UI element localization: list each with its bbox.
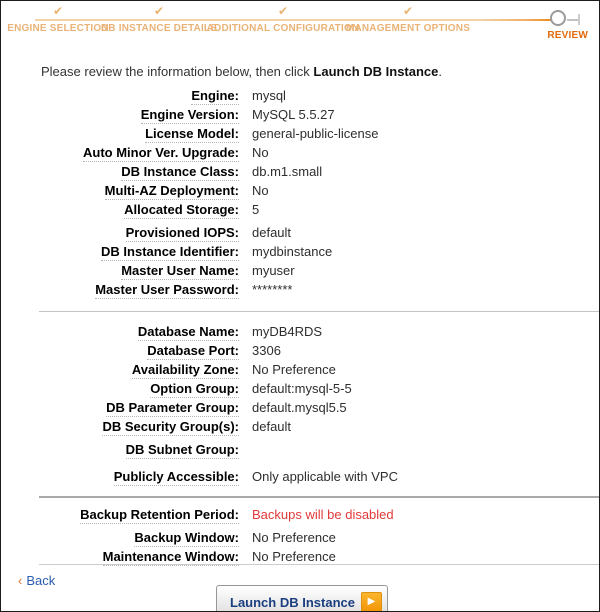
table-row [1,261,599,280]
progress-line-tail [567,19,578,21]
step-db-instance-details [101,5,217,34]
field-value: mydbinstance [252,244,333,259]
table-row [1,398,599,417]
field-label: Publicly Accessible: [113,469,239,484]
field-label: Multi-AZ Deployment: [104,183,239,198]
field-value: myuser [252,263,295,278]
field-label: DB Instance Identifier: [101,244,239,259]
table-row [1,86,599,105]
launch-db-instance-button[interactable] [216,585,388,612]
field-value: No Preference [252,362,336,377]
step-additional-configuration [207,5,360,34]
step-management-options [346,5,470,34]
intro-text-emphasis: Launch DB Instance [313,64,439,79]
field-label: Allocated Storage: [124,202,239,217]
field-label: Provisioned IOPS: [125,225,239,240]
review-section-database [1,322,599,486]
field-label: Auto Minor Ver. Upgrade: [82,145,239,160]
step-label: ADDITIONAL CONFIGURATION [206,23,360,34]
table-row [1,105,599,124]
step-review-current: REVIEW [547,30,588,41]
table-row [1,242,599,261]
table-row [1,341,599,360]
field-label: Database Name: [137,324,239,339]
field-label: Master User Name: [121,263,239,278]
checkmark-icon: ✔ [402,4,414,18]
field-value: Only applicable with VPC [252,469,398,484]
field-label: DB Security Group(s): [102,419,239,434]
table-row [1,223,599,242]
intro-text-suffix: . [438,64,443,79]
field-value-error: Backups will be disabled [252,507,394,522]
field-value: default:mysql-5-5 [252,381,352,396]
section-divider [39,311,599,312]
back-chevron-icon: ‹ [18,573,23,588]
step-label: ENGINE SELECTION [7,23,109,34]
table-row [1,417,599,436]
field-label: Engine Version: [140,107,239,122]
progress-line-endcap [578,14,580,25]
field-value: No Preference [252,530,336,545]
wizard-progress-bar [1,1,599,49]
footer-divider [39,564,599,565]
table-row [1,360,599,379]
field-value: default.mysql5.5 [252,400,347,415]
field-value: 3306 [252,343,281,358]
field-value: No Preference [252,549,336,564]
step-label: DB INSTANCE DETAILS [100,23,218,34]
field-value: ******** [252,282,293,297]
field-label: DB Parameter Group: [106,400,239,415]
field-label: Engine: [191,88,239,103]
table-row [1,162,599,181]
field-value: default [252,419,292,434]
field-value: db.m1.small [252,164,323,179]
intro-text [41,64,599,79]
table-row [1,440,599,459]
checkmark-icon: ✔ [52,4,64,18]
review-section-instance [1,86,599,299]
table-row [1,528,599,547]
table-row [1,181,599,200]
field-label: Option Group: [150,381,239,396]
field-label: Backup Window: [134,530,239,545]
arrow-right-icon: ▶ [361,592,382,612]
section-divider-strong [39,496,599,498]
field-value: default [252,225,292,240]
table-row [1,200,599,219]
table-row [1,505,599,524]
field-value: No [252,183,269,198]
step-label: MANAGEMENT OPTIONS [345,23,471,34]
table-row [1,280,599,299]
field-value: MySQL 5.5.27 [252,107,335,122]
checkmark-icon: ✔ [153,4,165,18]
field-value: general-public-license [252,126,379,141]
field-label: DB Subnet Group: [125,442,239,457]
step-engine-selection [7,5,109,34]
table-row [1,143,599,162]
intro-text-lead: Please review the information below, then click [41,64,314,79]
field-value: No [252,145,269,160]
checkmark-icon: ✔ [277,4,289,18]
table-row [1,124,599,143]
review-section-backup [1,505,599,566]
field-label: Master User Password: [95,282,239,297]
current-step-circle-icon [550,10,566,26]
field-label: Database Port: [147,343,239,358]
field-label: License Model: [145,126,239,141]
field-label: DB Instance Class: [121,164,239,179]
field-label: Maintenance Window: [102,549,239,564]
field-label: Availability Zone: [131,362,239,377]
launch-button-label: Launch DB Instance [230,594,355,610]
field-label: Backup Retention Period: [80,507,239,522]
table-row [1,467,599,486]
back-link-label: Back [26,573,56,588]
back-link[interactable] [18,573,55,588]
table-row [1,322,599,341]
field-value: mysql [252,88,286,103]
field-value: 5 [252,202,260,217]
field-value: myDB4RDS [252,324,323,339]
table-row [1,379,599,398]
